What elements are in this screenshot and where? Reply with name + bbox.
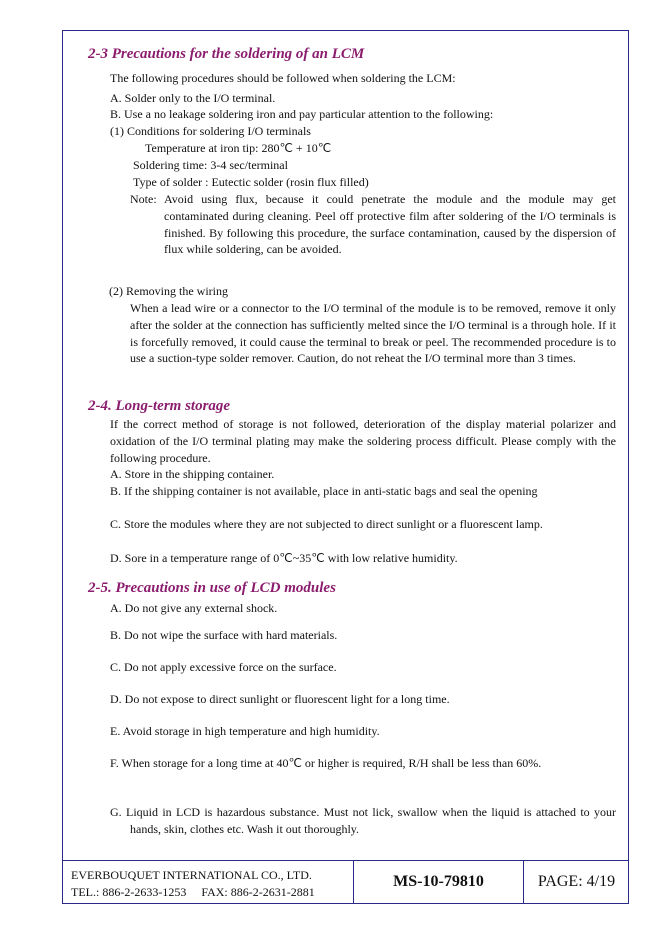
condition-1-title: (1) Conditions for soldering I/O terminals	[110, 124, 311, 138]
solder-type: Type of solder : Eutectic solder (rosin flux filled)	[133, 175, 369, 189]
item-b: B. Use a no leakage soldering iron and pay particular attention to the following:	[110, 107, 494, 121]
use-item-a: A. Do not give any external shock.	[110, 601, 278, 615]
iron-temperature: Temperature at iron tip: 280℃ + 10℃	[145, 141, 332, 155]
use-item-b: B. Do not wipe the surface with hard materials.	[110, 628, 338, 642]
storage-item-c: C. Store the modules where they are not subjected to direct sunlight or a fluorescent lamp.	[110, 517, 543, 531]
footer-company-cell	[62, 861, 354, 903]
use-item-d: D. Do not expose to direct sunlight or fluorescent light for a long time.	[110, 692, 450, 706]
condition-2-body: When a lead wire or a connector to the I/O terminal of the module is to be removed, remove it only after the solder at the connection has sufficiently melted since the I/O terminal is a through hole. If it is forcefully removed, it could cause the terminal to break or peel. The recommended procedure is to use a suction-type solder remover. Caution, do not reheat the I/O terminal more than 3 times.	[130, 301, 616, 366]
section-2-3-intro: The following procedures should be followed when soldering the LCM:	[110, 71, 456, 85]
section-2-5-title: 2-5. Precautions in use of LCD modules	[88, 580, 336, 596]
company-name: EVERBOUQUET INTERNATIONAL CO., LTD.	[71, 868, 312, 882]
page-number: PAGE: 4/19	[537, 873, 616, 890]
document-body	[62, 30, 629, 860]
section-2-4-title: 2-4. Long-term storage	[88, 398, 231, 414]
use-item-e: E. Avoid storage in high temperature and high humidity.	[110, 724, 380, 738]
storage-item-a: A. Store in the shipping container.	[110, 467, 275, 481]
storage-item-d: D. Sore in a temperature range of 0℃~35℃ with low relative humidity.	[110, 551, 458, 565]
use-item-g: G. Liquid in LCD is hazardous substance. Must not lick, swallow when the liquid is attached to your hands, skin, clothes etc. Wash it out thoroughly.	[110, 805, 616, 836]
page-footer	[62, 860, 629, 904]
section-2-3-title: 2-3 Precautions for the soldering of an LCM	[88, 46, 365, 62]
section-2-4-intro: If the correct method of storage is not followed, deterioration of the display material polarizer and oxidation of the I/O terminal plating may make the soldering process difficult. Please comply with the following procedure.	[110, 417, 616, 465]
company-contact: TEL.: 886-2-2633-1253 FAX: 886-2-2631-2881	[71, 885, 315, 899]
note-label: Note:	[130, 192, 157, 206]
document-number: MS-10-79810	[354, 861, 524, 903]
use-item-f: F. When storage for a long time at 40℃ or higher is required, R/H shall be less than 60%.	[110, 756, 542, 770]
item-a: A. Solder only to the I/O terminal.	[110, 91, 276, 105]
use-item-c: C. Do not apply excessive force on the surface.	[110, 660, 337, 674]
condition-2-title: (2) Removing the wiring	[109, 284, 228, 298]
note-text: Avoid using flux, because it could penetrate the module and the module may get contaminated during cleaning. Peel off protective film after soldering of the I/O terminals is finished. By following this procedure, the surface contamination, caused by the dispersion of flux while soldering, can be avoided.	[164, 192, 616, 257]
soldering-time: Soldering time: 3-4 sec/terminal	[133, 158, 288, 172]
storage-item-b: B. If the shipping container is not available, place in anti-static bags and seal the opening	[110, 484, 538, 498]
